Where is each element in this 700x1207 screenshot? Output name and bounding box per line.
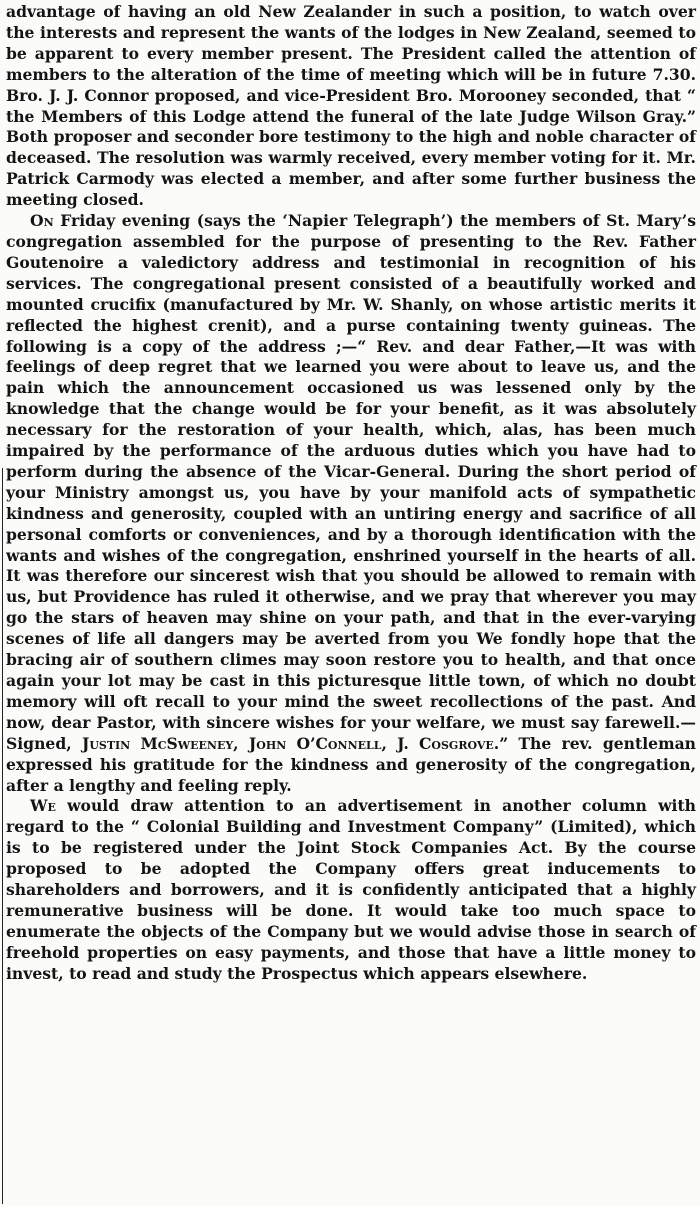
column-rule [2,468,3,1204]
paragraph-lead-word: On [30,211,54,231]
signatories: Justin McSweeney, John O’Connell, J. Cosgrove. [81,733,500,753]
paragraph-valedictory-address [6,211,696,796]
paragraph-lead-word: We [30,796,56,816]
paragraph-body: would draw attention to an advertisement in another column with regard to the “ Colonial Building and Investment Company” (Limited), which is to be registered under the Joint Stock Companies Act. By the course proposed to be adopted the Company offers great inducements to shareholders and borrowers, and it is confidently anticipated that a highly remunerative business will be done. It would take too much space to enumerate the objects of the Company but we would advise those in search of freehold properties on easy payments, and those that have a little money to invest, to read and study the Prospectus which appears elsewhere. [6,796,696,983]
paragraph-lodge-meeting: advantage of having an old New Zealander in such a position, to watch over the interests and represent the wants of the lodges in New Zealand, seemed to be apparent to every member present. The President called the attention of members to the alteration of the time of meeting which will be in future 7.30. Bro. J. J. Connor proposed, and vice-President Bro. Morooney seconded, that “ the Members of this Lodge attend the funeral of the late Judge Wilson Gray.” Both proposer and seconder bore testimony to the high and noble character of deceased. The resolution was warmly received, every member voting for it. Mr. Patrick Carmody was elected a member, and after some further business the meeting closed. [6,2,696,210]
paragraph-company-notice [6,796,696,984]
paragraph-body: Friday evening (says the ‘Napier Telegraph’) the members of St. Mary’s congregation assembled for the purpose of presenting to the Rev. Father Goutenoire a valedictory address and testimonial in recognition of his services. The congregational present consisted of a beautifully worked and mounted crucifix (manufactured by Mr. W. Shanly, on whose artistic merits it reflected the highest crenit), and a purse containing twenty guineas. The following is a copy of the address ;—“ Rev. and dear Father,—It was with feelings of deep regret that we learned you were about to leave us, and the pain which the announcement occasioned us was lessened only by the knowledge that the change would be for your benefit, as it was absolutely necessary for the restoration of your health, which, alas, has been much impaired by the performance of the arduous duties which you have had to perform during the absence of the Vicar-General. During the short period of your Ministry amongst us, you have by your manifold acts of sympathetic kindness and generosity, coupled with an untiring energy and sacrifice of all personal comforts or conveniences, and by a thorough identification with the wants and wishes of the congregation, enshrined yourself in the hearts of all. It was therefore our sincerest wish that you should be allowed to remain with us, but Providence has ruled it otherwise, and we pray that wherever you may go the stars of heaven may shine on your path, and that in the ever-varying scenes of life all dangers may be averted from you We fondly hope that the bracing air of southern climes may soon restore you to health, and that once again your lot may be cast in this picturesque little town, of which no doubt memory will oft recall to your mind the sweet recollections of the past. And now, dear Pastor, with sincere wishes for your welfare, we must say farewell.—Signed, [6,211,696,753]
article-column [6,2,696,985]
paragraph-tail: ” The rev. gentleman expressed his gratitude for the kindness and generosity of the congregation, after a lengthy and feeling reply. [6,733,697,795]
